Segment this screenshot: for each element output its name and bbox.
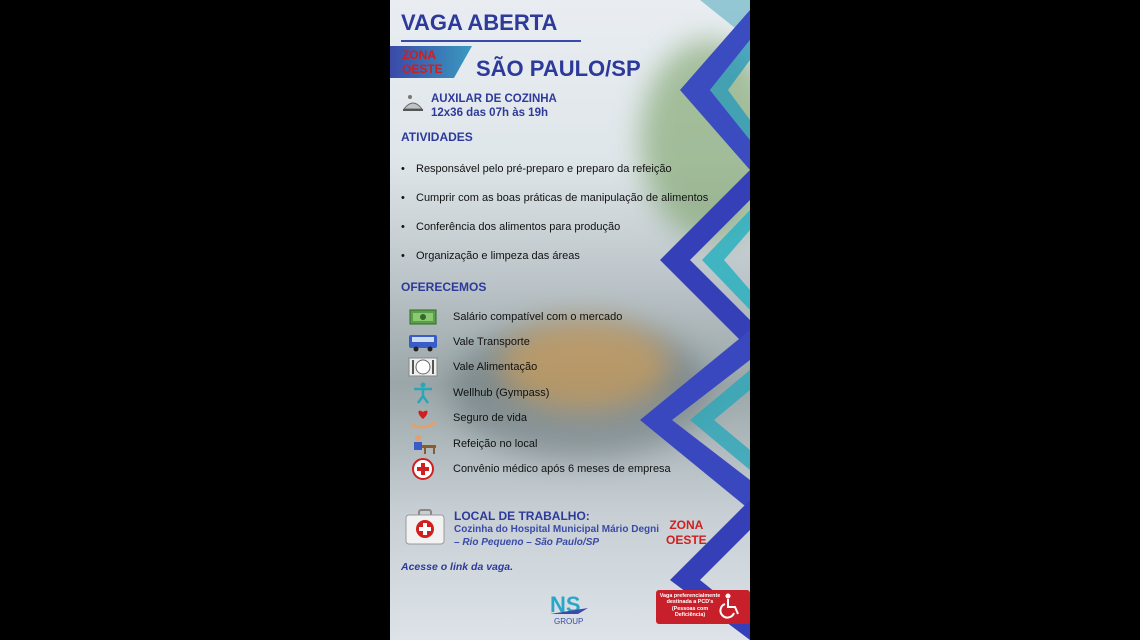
medical-cross-icon bbox=[408, 458, 438, 480]
pcd-badge-text: Vaga preferencialmente destinada a PCD's (Pessoas com Deficiência) bbox=[659, 593, 721, 619]
benefit-label: Refeição no local bbox=[453, 438, 538, 450]
gym-person-icon bbox=[408, 382, 438, 404]
benefit-label: Convênio médico após 6 meses de empresa bbox=[453, 463, 671, 475]
city-title: SÃO PAULO/SP bbox=[476, 56, 641, 81]
money-icon bbox=[408, 306, 438, 328]
activity-item: • Responsável pelo pré-preparo e preparo da refeição bbox=[401, 163, 672, 175]
benefit-item bbox=[408, 331, 530, 353]
wheelchair-icon bbox=[718, 592, 742, 620]
benefit-label: Seguro de vida bbox=[453, 412, 527, 424]
benefit-label: Wellhub (Gympass) bbox=[453, 387, 550, 399]
benefit-item bbox=[408, 407, 527, 429]
first-aid-kit-icon bbox=[404, 508, 446, 546]
benefit-item bbox=[408, 382, 549, 404]
cloche-icon bbox=[402, 93, 424, 115]
workplace-zone-line2: OESTE bbox=[666, 533, 707, 547]
logo-main-text: NS bbox=[550, 592, 581, 617]
workplace-address-line1: Cozinha do Hospital Municipal Mário Degni bbox=[454, 524, 660, 535]
benefit-item bbox=[408, 356, 537, 378]
activity-text: Conferência dos alimentos para produção bbox=[416, 221, 621, 233]
workplace-zone bbox=[666, 518, 707, 548]
benefit-item bbox=[408, 306, 622, 328]
activity-item: • Organização e limpeza das áreas bbox=[401, 250, 580, 262]
activity-text: Responsável pelo pré-preparo e preparo da refeição bbox=[416, 163, 672, 175]
workplace-heading: LOCAL DE TRABALHO: bbox=[454, 509, 590, 523]
benefit-label: Vale Transporte bbox=[453, 336, 530, 348]
workplace-address bbox=[454, 523, 659, 549]
benefit-label: Salário compatível com o mercado bbox=[453, 311, 623, 323]
bus-icon bbox=[408, 331, 438, 353]
benefit-item bbox=[408, 433, 537, 455]
job-poster bbox=[390, 0, 750, 640]
zone-badge-text bbox=[402, 48, 443, 76]
activities-heading: ATIVIDADES bbox=[401, 130, 473, 144]
heart-hand-icon bbox=[408, 407, 438, 429]
access-link-text[interactable]: Acesse o link da vaga. bbox=[401, 561, 514, 573]
person-desk-icon bbox=[408, 433, 438, 455]
benefit-label: Vale Alimentação bbox=[453, 361, 538, 373]
activity-text: Organização e limpeza das áreas bbox=[416, 250, 580, 262]
activity-text: Cumprir com as boas práticas de manipulação de alimentos bbox=[416, 192, 709, 204]
workplace-address-line2: – Rio Pequeno – São Paulo/SP bbox=[454, 537, 600, 548]
job-info bbox=[431, 92, 557, 120]
title-underline bbox=[401, 40, 581, 42]
job-title: AUXILAR DE COZINHA bbox=[431, 93, 557, 105]
benefits-heading: OFERECEMOS bbox=[401, 280, 487, 294]
workplace-zone-line1: ZONA bbox=[669, 518, 704, 532]
activity-item: • Cumprir com as boas práticas de manipulação de alimentos bbox=[401, 192, 709, 204]
logo-sub-text: GROUP bbox=[554, 617, 584, 626]
page-title: VAGA ABERTA bbox=[401, 10, 558, 35]
activity-item: • Conferência dos alimentos para produção bbox=[401, 221, 621, 233]
job-schedule: 12x36 das 07h às 19h bbox=[431, 107, 548, 119]
zone-badge-line1: ZONA bbox=[402, 48, 436, 62]
plate-cutlery-icon bbox=[408, 356, 438, 378]
zone-badge-line2: OESTE bbox=[402, 62, 443, 76]
benefit-item bbox=[408, 458, 671, 480]
ns-group-logo bbox=[548, 588, 592, 628]
